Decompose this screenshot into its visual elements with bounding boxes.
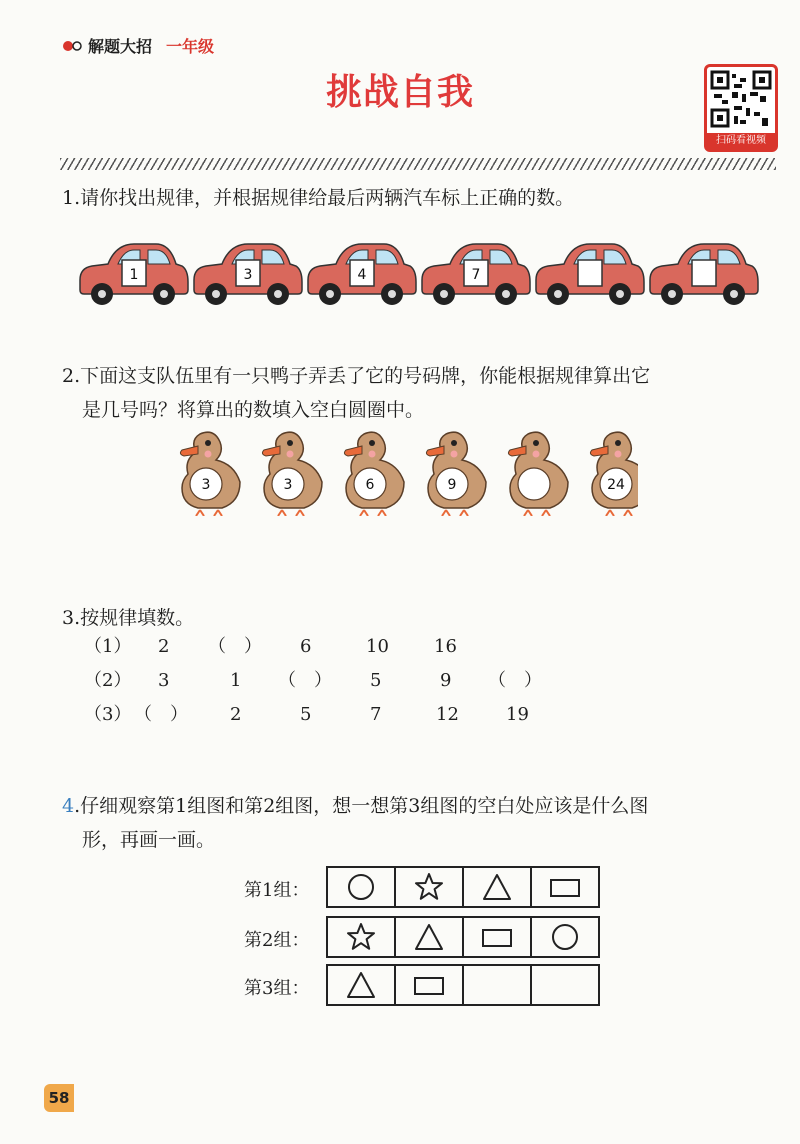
circle-icon [549,922,581,952]
question-4-number: 4 [62,795,75,817]
triangle-icon [345,970,377,1000]
duck-number: 6 [365,477,375,493]
duck-number: 3 [283,477,293,493]
duck-icon [262,432,322,516]
car-icon [308,244,416,305]
star-icon [345,922,377,952]
seq-item: 19 [506,704,529,725]
duck-number-circle[interactable] [518,468,550,500]
seq-item: 10 [366,636,389,657]
sequence-row-2 [84,664,684,698]
car-number: 3 [243,267,253,283]
car-icon [194,244,302,305]
grade-label: 一年级 [166,37,215,56]
seq-blank[interactable]: （ ） [278,670,332,691]
blank-shape-cell[interactable] [531,965,599,1005]
car-number-box[interactable] [692,260,716,286]
group-2-grid [326,916,600,958]
shape-cell [395,965,463,1005]
qr-caption: 扫码看视频 [707,133,775,149]
group-1-label: 第1组： [244,880,310,901]
shape-cell [463,867,531,907]
car-icon [536,244,644,305]
blank-shape-cell[interactable] [463,965,531,1005]
seq-blank[interactable]: （ ） [134,704,188,725]
duck-icon [426,432,486,516]
seq-item: 16 [434,636,457,657]
question-1-text: 1.请你找出规律，并根据规律给最后两辆汽车标上正确的数。 [62,187,575,209]
shape-cell [327,965,395,1005]
page-number: 58 [44,1084,74,1112]
divider [60,158,776,170]
circle-icon [345,872,377,902]
car-icon [650,244,758,305]
seq-item: 5 [370,670,382,691]
star-icon [413,872,445,902]
rectangle-icon [413,970,445,1000]
duck-row [168,430,638,516]
book-header [62,34,214,57]
qr-code-icon [710,70,772,128]
seq-item: 12 [436,704,459,725]
car-icon [422,244,530,305]
duck-number: 24 [607,477,625,493]
group-3-grid [326,964,600,1006]
duck-icon [508,432,568,516]
car-icon [80,244,188,305]
logo-dots-icon [62,40,84,52]
series-name: 解题大招 [88,37,153,56]
question-2-line1: 2.下面这支队伍里有一只鸭子弄丢了它的号码牌，你能根据规律算出它 [62,365,651,387]
car-row [78,236,762,308]
seq-item: 7 [370,704,382,725]
duck-icon [180,432,240,516]
seq-item: 3 [158,670,170,691]
sequence-row-1 [84,630,684,664]
group-2-label: 第2组： [244,930,310,951]
shape-cell [395,867,463,907]
seq-blank[interactable]: （ ） [488,670,542,691]
car-number: 1 [129,267,139,283]
duck-icon [344,432,404,516]
question-3-title: 3.按规律填数。 [62,607,195,629]
row-label: （1） [84,636,132,657]
seq-item: 6 [300,636,312,657]
seq-blank[interactable]: （ ） [208,636,262,657]
qr-code[interactable] [704,64,778,152]
duck-icon [590,432,638,516]
car-number-box[interactable] [578,260,602,286]
question-4-line2: 形，再画一画。 [82,829,216,851]
rectangle-icon [481,922,513,952]
rectangle-icon [549,872,581,902]
shape-cell [531,917,599,957]
seq-item: 2 [158,636,170,657]
seq-item: 1 [230,670,242,691]
seq-item: 2 [230,704,242,725]
shape-cell [395,917,463,957]
duck-number: 9 [447,477,457,493]
shape-cell [327,917,395,957]
question-4-line1 [62,788,648,824]
shape-cell [531,867,599,907]
shape-cell [327,867,395,907]
triangle-icon [413,922,445,952]
question-4-text: .仔细观察第1组图和第2组图，想一想第3组图的空白处应该是什么图 [74,795,649,817]
seq-item: 5 [300,704,312,725]
car-number: 7 [471,267,481,283]
page-title: 挑战自我 [325,72,474,113]
group-1-grid [326,866,600,908]
question-2-line2: 是几号吗？将算出的数填入空白圆圈中。 [82,399,425,421]
car-number: 4 [357,267,367,283]
row-label: （2） [84,670,132,691]
duck-number: 3 [201,477,211,493]
row-label: （3） [84,704,132,725]
shape-cell [463,917,531,957]
sequence-row-3 [84,698,684,732]
group-3-label: 第3组： [244,978,310,999]
triangle-icon [481,872,513,902]
seq-item: 9 [440,670,452,691]
